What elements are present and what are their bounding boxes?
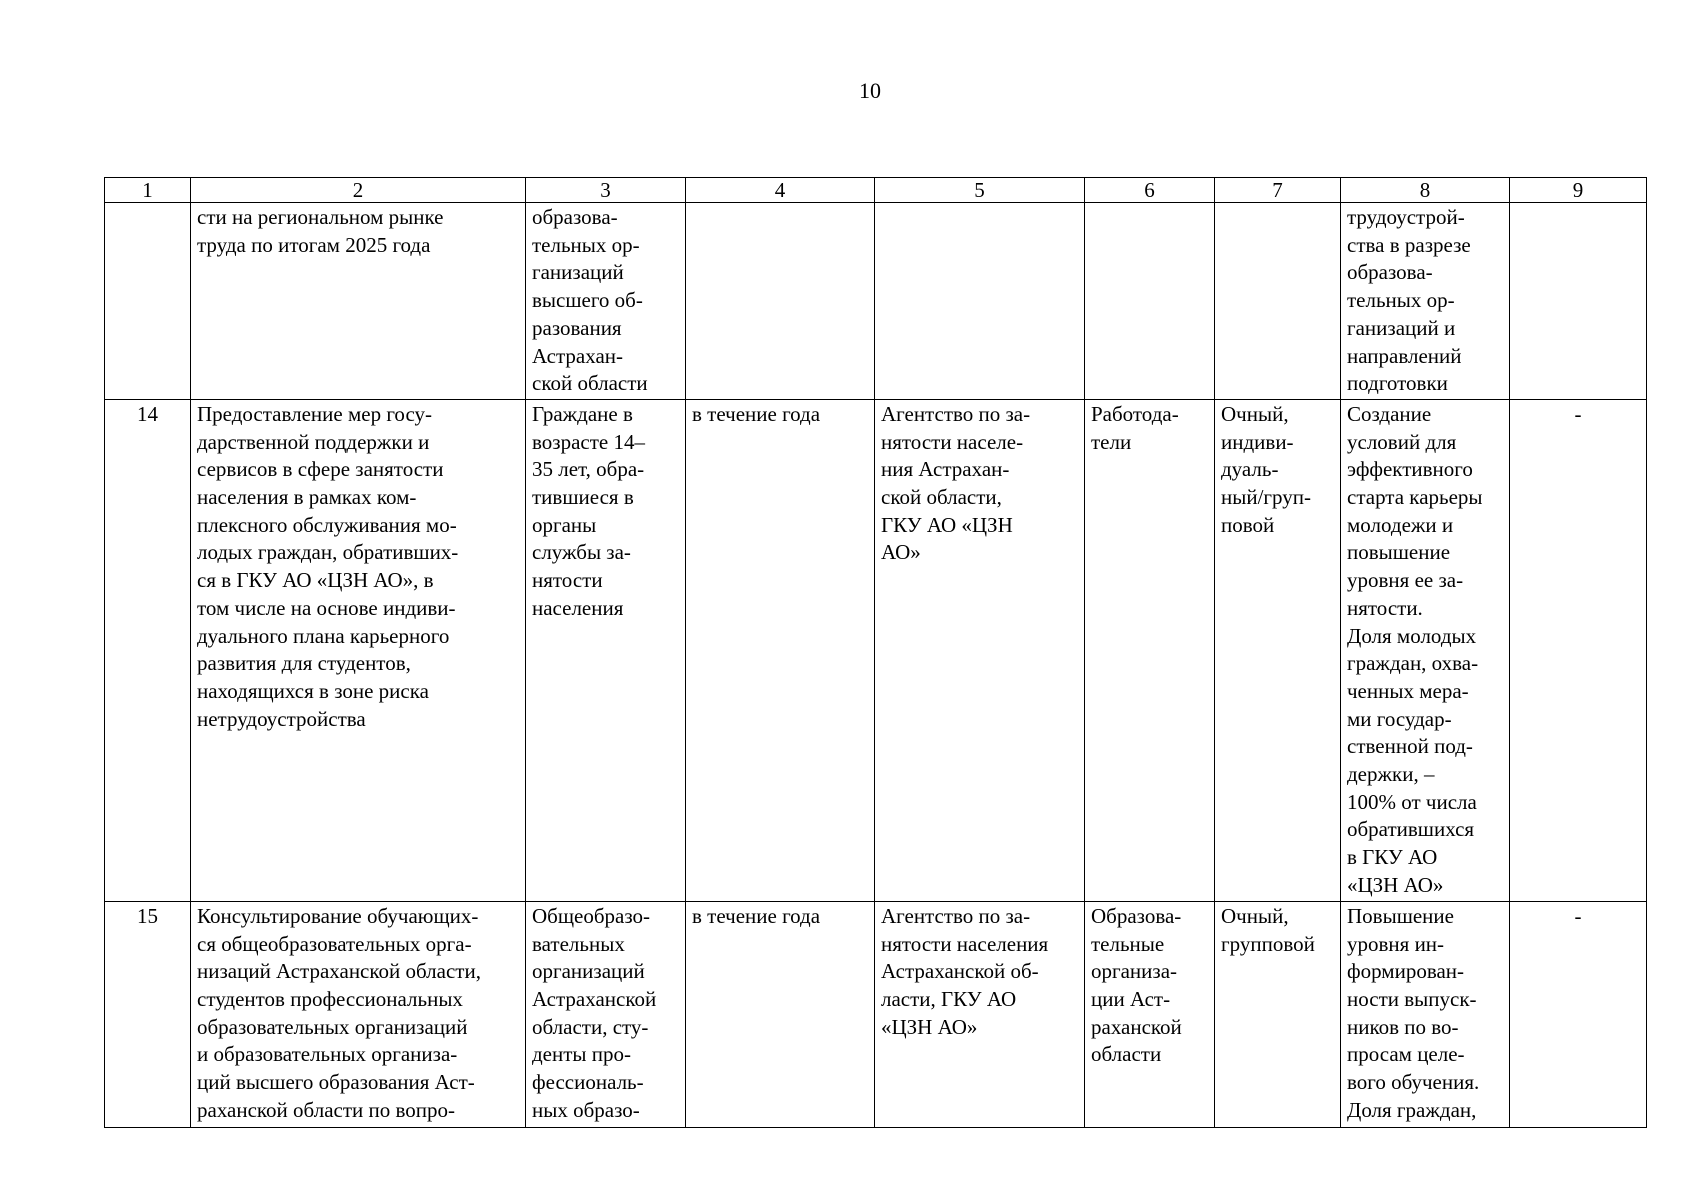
cell-line: нетрудоустройства [197,706,366,731]
cell-line: ся общеобразовательных орга- [197,931,472,956]
cell-line: возрасте 14– [532,429,645,454]
cell-line: тельных ор- [1347,288,1455,313]
cell-line: плексного обслуживания мо- [197,512,457,537]
table-row [105,203,1647,400]
format-cell [1215,203,1341,400]
column-number: 8 [1341,178,1510,203]
cell-line: нятости [532,568,603,593]
participants-cell [526,399,686,901]
cell-line: Астрахан- [532,343,623,368]
cell-line: находящихся в зоне риска [197,678,429,703]
cell-line: ГКУ АО «ЦЗН [881,512,1013,537]
cell-line: уровня ин- [1347,931,1445,956]
cell-line: органы [532,512,597,537]
cell-line: Астраханской об- [881,959,1039,984]
col9-cell: - [1510,901,1647,1127]
cell-line: тельные [1091,931,1165,956]
cell-line: населения [532,595,624,620]
cell-line: образова- [532,205,618,229]
cell-line: студентов профессиональных [197,987,463,1012]
participants-cell [526,203,686,400]
cell-line: Доля молодых [1347,623,1477,648]
cell-line: ных образо- [532,1097,640,1122]
cell-line: «ЦЗН АО» [1347,872,1444,897]
measure-cell [191,203,526,400]
cell-line: нятости. [1347,595,1423,620]
cell-line: ченных мера- [1347,678,1469,703]
cell-line: нятости населе- [881,429,1024,454]
cell-line: старта карьеры [1347,485,1483,510]
partners-cell [1085,901,1215,1127]
cell-line: ганизаций [532,260,624,285]
cell-line: подготовки [1347,371,1448,396]
row-number-cell: 14 [105,399,191,901]
cell-line: Общеобразо- [532,903,651,928]
col9-cell: - [1510,399,1647,901]
cell-line: Образова- [1091,903,1182,928]
cell-line: повой [1221,512,1275,537]
participants-cell [526,901,686,1127]
cell-line: ской области [532,371,648,396]
executor-cell [875,399,1085,901]
partners-cell [1085,399,1215,901]
column-number: 3 [526,178,686,203]
cell-line: в ГКУ АО [1347,845,1438,870]
cell-line: образовательных организаций [197,1014,468,1039]
cell-line: образова- [1347,260,1433,285]
cell-line: ми государ- [1347,706,1452,731]
cell-line: 100% от числа [1347,789,1477,814]
cell-line: ции Аст- [1091,987,1171,1012]
cell-line: вательных [532,931,625,956]
cell-line: дарственной поддержки и [197,429,430,454]
cell-line: Очный, [1221,903,1289,928]
cell-line: Агентство по за- [881,401,1031,426]
cell-line: области [1091,1042,1162,1067]
measure-cell [191,399,526,901]
page-number: 10 [859,78,881,103]
cell-line: трудоустрой- [1347,205,1465,229]
cell-line: сервисов в сфере занятости [197,457,444,482]
cell-line: тели [1091,429,1132,454]
cell-line: ся в ГКУ АО «ЦЗН АО», в [197,568,434,593]
format-cell [1215,901,1341,1127]
cell-line: фессиональ- [532,1070,644,1095]
cell-line: Повышение [1347,903,1454,928]
cell-line: Астраханской [532,987,657,1012]
cell-line: групповой [1221,931,1315,956]
executor-cell [875,203,1085,400]
cell-line: в течение года [692,401,821,426]
result-cell [1341,399,1510,901]
cell-line: ганизаций и [1347,315,1456,340]
cell-line: индиви- [1221,429,1294,454]
cell-line: Агентство по за- [881,903,1031,928]
cell-line: раханской [1091,1014,1182,1039]
cell-line: в течение года [692,903,821,928]
result-cell [1341,901,1510,1127]
cell-line: «ЦЗН АО» [881,1014,978,1039]
cell-line: молодежи и [1347,512,1454,537]
cell-line: условий для [1347,429,1457,454]
partners-cell [1085,203,1215,400]
cell-line: просам целе- [1347,1042,1465,1067]
column-number: 6 [1085,178,1215,203]
cell-line: дуального плана карьерного [197,623,450,648]
cell-line: обратившихся [1347,817,1475,842]
cell-line: низаций Астраханской области, [197,959,481,984]
cell-line: и образовательных организа- [197,1042,458,1067]
column-number: 7 [1215,178,1341,203]
cell-line: организаций [532,959,645,984]
cell-line: Доля граждан, [1347,1097,1477,1122]
cell-line: тельных ор- [532,232,640,257]
column-number-row [105,178,1647,203]
cell-line: держки, – [1347,762,1435,787]
cell-line: том числе на основе индиви- [197,595,456,620]
period-cell [686,901,875,1127]
cell-line: нятости населения [881,931,1049,956]
period-cell [686,399,875,901]
column-number: 4 [686,178,875,203]
program-table [104,177,1647,1128]
cell-line: формирован- [1347,959,1465,984]
cell-line: Граждане в [532,401,633,426]
column-number: 1 [105,178,191,203]
cell-line: вого обучения. [1347,1070,1480,1095]
cell-line: эффективного [1347,457,1473,482]
cell-line: ласти, ГКУ АО [881,987,1017,1012]
cell-line: лодых граждан, обративших- [197,540,459,565]
cell-line: Консультирование обучающих- [197,903,479,928]
result-cell [1341,203,1510,400]
format-cell [1215,399,1341,901]
cell-line: ства в разрезе [1347,232,1471,257]
cell-line: ций высшего образования Аст- [197,1070,475,1095]
cell-line: разования [532,315,622,340]
cell-line: уровня ее за- [1347,568,1464,593]
cell-line: высшего об- [532,288,643,313]
cell-line: ников по во- [1347,1014,1459,1039]
cell-line: денты про- [532,1042,632,1067]
cell-line: области, сту- [532,1014,649,1039]
cell-line: дуаль- [1221,457,1279,482]
measure-cell [191,901,526,1127]
executor-cell [875,901,1085,1127]
cell-line: ный/груп- [1221,485,1311,510]
cell-line: ской области, [881,485,1002,510]
cell-line: Очный, [1221,401,1289,426]
cell-line: ственной под- [1347,734,1473,759]
cell-line: тившиеся в [532,485,634,510]
cell-line: службы за- [532,540,631,565]
table-row [105,399,1647,901]
cell-line: повышение [1347,540,1451,565]
table-row [105,901,1647,1127]
col9-cell [1510,203,1647,400]
row-number-cell [105,203,191,400]
cell-line: организа- [1091,959,1178,984]
column-number: 9 [1510,178,1647,203]
cell-line: развития для студентов, [197,651,411,676]
cell-line: сти на региональном рынке [197,205,444,229]
cell-line: Работода- [1091,401,1179,426]
cell-line: ния Астрахан- [881,457,1010,482]
row-number-cell: 15 [105,901,191,1127]
cell-line: Предоставление мер госу- [197,401,432,426]
cell-line: Создание [1347,401,1432,426]
cell-line: ности выпуск- [1347,987,1477,1012]
column-number: 2 [191,178,526,203]
column-number: 5 [875,178,1085,203]
cell-line: направлений [1347,343,1462,368]
cell-line: труда по итогам 2025 года [197,232,431,257]
period-cell [686,203,875,400]
cell-line: 35 лет, обра- [532,457,645,482]
cell-line: раханской области по вопро- [197,1097,455,1122]
cell-line: граждан, охва- [1347,651,1479,676]
cell-line: населения в рамках ком- [197,485,417,510]
cell-line: АО» [881,540,921,565]
